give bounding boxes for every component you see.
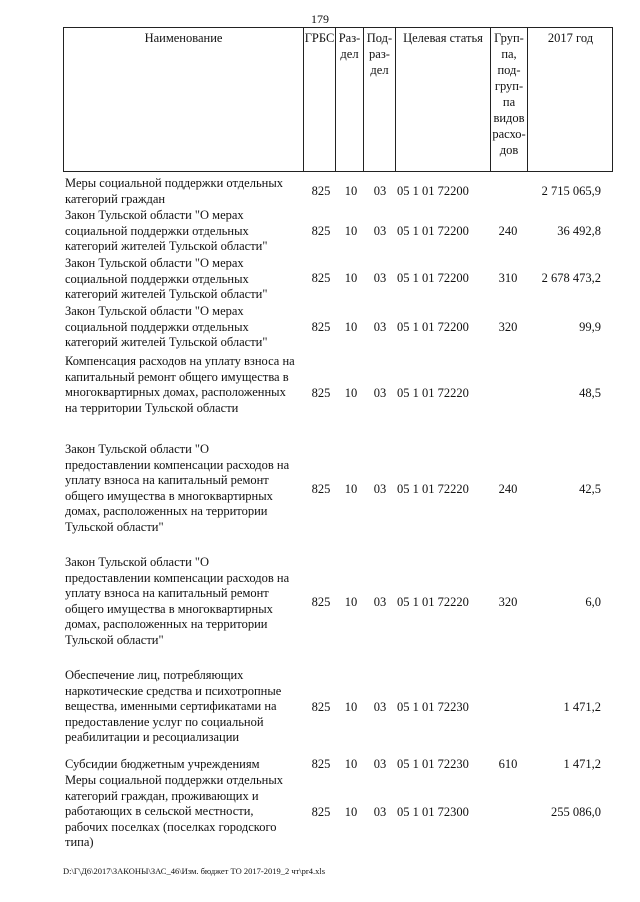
row-podrazdel: 03 (373, 386, 387, 400)
row-podrazdel: 03 (373, 757, 387, 771)
row-razdel: 10 (344, 595, 358, 609)
row-grbs: 825 (311, 320, 331, 334)
table-header (63, 27, 613, 172)
row-grbs: 825 (311, 595, 331, 609)
row-grbs: 825 (311, 805, 331, 819)
row-name: Субсидии бюджетным учреждениям (65, 757, 260, 771)
row-name: Меры социальной поддержки отдельных категорий граждан, проживающих и работающих в сельской местности, рабочих поселках (поселках городского типа) (65, 773, 283, 850)
row-podrazdel: 03 (373, 224, 387, 238)
row-name: Закон Тульской области "О мерах социальной поддержки отдельных категорий жителей Тульской области" (65, 304, 268, 350)
row-podrazdel: 03 (373, 320, 387, 334)
row-target-article: 05 1 01 72300 (397, 805, 469, 819)
row-podrazdel: 03 (373, 482, 387, 496)
row-name: Закон Тульской области "О предоставлении компенсации расходов на уплату взноса на капитальный ремонт общего имущества в многоквартирных домах, расположенных на территории Тульской области" (65, 442, 290, 534)
row-sum: 48,5 (579, 386, 601, 400)
row-sum: 36 492,8 (557, 224, 601, 238)
row-target-article: 05 1 01 72200 (397, 184, 469, 198)
row-razdel: 10 (344, 184, 358, 198)
row-podrazdel: 03 (373, 271, 387, 285)
row-sum: 255 086,0 (551, 805, 601, 819)
row-grbs: 825 (311, 700, 331, 714)
row-razdel: 10 (344, 320, 358, 334)
row-sum: 99,9 (579, 320, 601, 334)
row-name: Обеспечение лиц, потребляющих наркотические средства и психотропные вещества, именными сертификатами на предоставление услуг по социальной реабилитации и ресоциализации (65, 668, 282, 745)
row-name: Закон Тульской области "О мерах социальной поддержки отдельных категорий жителей Тульской области" (65, 256, 268, 302)
row-name: Компенсация расходов на уплату взноса на капитальный ремонт общего имущества в многоквартирных домах, расположенных на территории Тульской области (65, 354, 295, 415)
file-path-footer: D:\Г\Д6\2017\ЗАКОНЫ\ЗАС_46\Изм. бюджет ТО 2017-2019_2 чт\pr4.xls (63, 866, 326, 876)
row-name: Меры социальной поддержки отдельных категорий граждан (65, 176, 283, 206)
page-number: 179 (311, 12, 329, 26)
row-razdel: 10 (344, 386, 358, 400)
row-razdel: 10 (344, 271, 358, 285)
row-expense-type: 320 (498, 320, 518, 334)
row-target-article: 05 1 01 72200 (397, 271, 469, 285)
row-grbs: 825 (311, 482, 331, 496)
row-podrazdel: 03 (373, 595, 387, 609)
row-razdel: 10 (344, 482, 358, 496)
row-razdel: 10 (344, 757, 358, 771)
header-expense-type: Груп- па, под- груп- па видов расхо- дов (490, 28, 527, 171)
row-expense-type: 240 (498, 482, 518, 496)
row-podrazdel: 03 (373, 184, 387, 198)
row-target-article: 05 1 01 72220 (397, 595, 469, 609)
row-target-article: 05 1 01 72220 (397, 482, 469, 496)
header-grbs: ГРБС (303, 28, 335, 171)
row-target-article: 05 1 01 72230 (397, 757, 469, 771)
header-podrazdel: Под- раз- дел (363, 28, 395, 171)
row-grbs: 825 (311, 224, 331, 238)
row-expense-type: 240 (498, 224, 518, 238)
row-expense-type: 310 (498, 271, 518, 285)
row-razdel: 10 (344, 700, 358, 714)
row-expense-type: 610 (498, 757, 518, 771)
row-sum: 1 471,2 (563, 700, 601, 714)
row-target-article: 05 1 01 72220 (397, 386, 469, 400)
row-sum: 1 471,2 (563, 757, 601, 771)
header-razdel: Раз- дел (335, 28, 363, 171)
row-sum: 2 678 473,2 (541, 271, 601, 285)
row-sum: 42,5 (579, 482, 601, 496)
row-sum: 6,0 (585, 595, 601, 609)
header-name: Наименование (144, 31, 223, 45)
row-grbs: 825 (311, 386, 331, 400)
row-grbs: 825 (311, 757, 331, 771)
row-target-article: 05 1 01 72230 (397, 700, 469, 714)
row-name: Закон Тульской области "О мерах социальной поддержки отдельных категорий жителей Тульской области" (65, 208, 268, 254)
row-podrazdel: 03 (373, 700, 387, 714)
row-sum: 2 715 065,9 (541, 184, 601, 198)
header-target-article: Целевая статья (395, 28, 490, 171)
row-podrazdel: 03 (373, 805, 387, 819)
row-razdel: 10 (344, 224, 358, 238)
row-target-article: 05 1 01 72200 (397, 320, 469, 334)
row-name: Закон Тульской области "О предоставлении компенсации расходов на уплату взноса на капитальный ремонт общего имущества в многоквартирных домах, расположенных на территории Тульской области" (65, 555, 290, 647)
row-grbs: 825 (311, 271, 331, 285)
row-expense-type: 320 (498, 595, 518, 609)
row-grbs: 825 (311, 184, 331, 198)
row-razdel: 10 (344, 805, 358, 819)
row-target-article: 05 1 01 72200 (397, 224, 469, 238)
header-year-2017: 2017 год (527, 28, 613, 171)
